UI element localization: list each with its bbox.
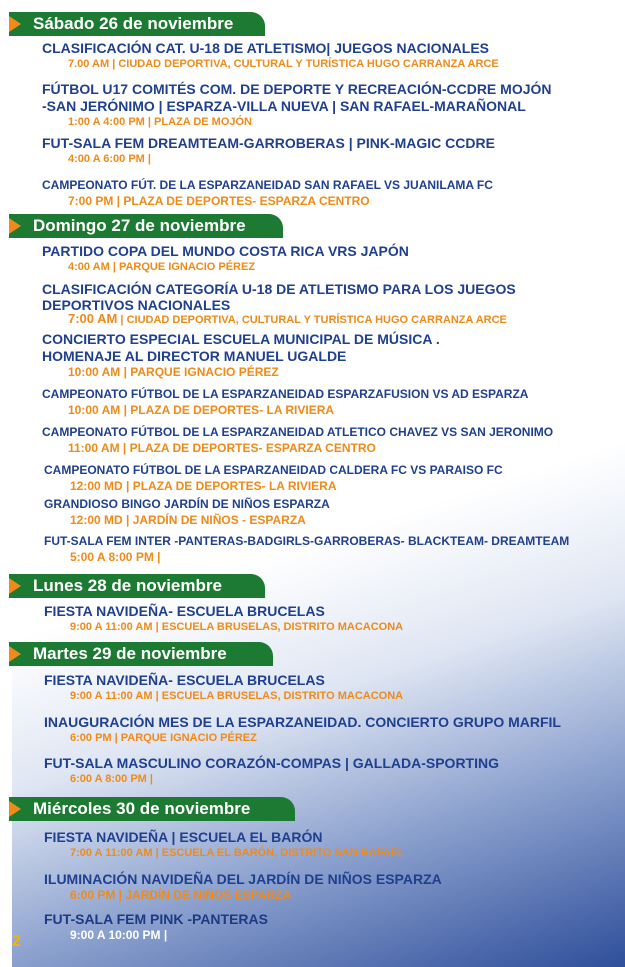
day-label: Lunes 28 de noviembre bbox=[33, 576, 222, 595]
event-title: FIESTA NAVIDEÑA | ESCUELA EL BARÓN bbox=[44, 829, 323, 845]
event-item bbox=[42, 40, 499, 71]
event-time-place: 6:00 PM | JARDÍN DE NIÑOS ESPARZA bbox=[70, 888, 292, 902]
left-margin bbox=[0, 0, 12, 967]
event-time-place: 4:00 A 6:00 PM | bbox=[68, 153, 151, 165]
arrow-icon bbox=[9, 16, 21, 32]
event-item bbox=[42, 281, 516, 327]
event-time-place: 9:00 A 11:00 AM | ESCUELA BRUSELAS, DISTRITO MACACONA bbox=[70, 690, 404, 702]
event-item bbox=[42, 81, 552, 129]
event-item bbox=[42, 177, 493, 208]
event-item bbox=[42, 386, 528, 417]
event-title: INAUGURACIÓN MES DE LA ESPARZANEIDAD. CONCIERTO GRUPO MARFIL bbox=[44, 714, 561, 730]
day-header-saturday bbox=[9, 12, 265, 36]
event-time-place: 6:00 A 8:00 PM | bbox=[70, 773, 153, 785]
event-title: CAMPEONATO FÚTBOL DE LA ESPARZANEIDAD ESPARZAFUSION VS AD ESPARZA bbox=[42, 387, 529, 401]
day-header-monday bbox=[9, 574, 265, 598]
event-title: DEPORTIVOS NACIONALES bbox=[42, 297, 231, 313]
arrow-icon bbox=[9, 578, 21, 594]
event-time-place: 9:00 A 10:00 PM | bbox=[70, 928, 168, 942]
event-time-place: 10:00 AM | PARQUE IGNACIO PÉREZ bbox=[68, 365, 279, 379]
event-title: FUT-SALA FEM PINK -PANTERAS bbox=[44, 911, 268, 927]
page-number: 2 bbox=[12, 933, 21, 950]
event-title: CLASIFICACIÓN CATEGORÍA U-18 DE ATLETISMO PARA LOS JUEGOS bbox=[42, 281, 516, 297]
day-label: Martes 29 de noviembre bbox=[33, 644, 227, 663]
event-time-place: 7.00 AM | CIUDAD DEPORTIVA, CULTURAL Y TURÍSTICA HUGO CARRANZA ARCE bbox=[68, 58, 499, 70]
event-title: ILUMINACIÓN NAVIDEÑA DEL JARDÍN DE NIÑOS ESPARZA bbox=[44, 871, 442, 887]
event-title: CLASIFICACIÓN CAT. U-18 DE ATLETISMO| JUEGOS NACIONALES bbox=[42, 40, 490, 56]
event-title: FUT-SALA MASCULINO CORAZÓN-COMPAS | GALLADA-SPORTING bbox=[44, 755, 499, 771]
event-item bbox=[44, 533, 569, 564]
arrow-icon bbox=[9, 218, 21, 234]
event-time-place: 6:00 PM | PARQUE IGNACIO PÉREZ bbox=[70, 732, 257, 744]
event-time-place: 9:00 A 11:00 AM | ESCUELA BRUSELAS, DISTRITO MACACONA bbox=[70, 621, 404, 633]
event-time-place: 7:00 A 11:00 AM | ESCUELA EL BARÓN, DISTRITO SAN RAFAEL bbox=[70, 847, 405, 859]
event-title: CAMPEONATO FÚT. DE LA ESPARZANEIDAD SAN RAFAEL VS JUANILAMA FC bbox=[42, 178, 493, 192]
event-time-place: 1:00 A 4:00 PM | PLAZA DE MOJÓN bbox=[68, 116, 253, 128]
event-title: GRANDIOSO BINGO JARDÍN DE NIÑOS ESPARZA bbox=[44, 497, 330, 511]
day-label: Domingo 27 de noviembre bbox=[33, 216, 246, 235]
event-item bbox=[44, 672, 403, 703]
day-header-tuesday bbox=[9, 642, 273, 666]
event-title: FUT-SALA FEM INTER -PANTERAS-BADGIRLS-GARROBERAS- BLACKTEAM- DREAMTEAM bbox=[44, 534, 570, 548]
event-item bbox=[44, 911, 268, 942]
event-time-place: 5:00 A 8:00 PM | bbox=[70, 550, 161, 564]
event-title: FIESTA NAVIDEÑA- ESCUELA BRUCELAS bbox=[44, 603, 325, 619]
arrow-icon bbox=[9, 646, 21, 662]
day-label: Sábado 26 de noviembre bbox=[33, 14, 234, 33]
arrow-icon bbox=[9, 801, 21, 817]
event-item bbox=[42, 243, 409, 274]
event-title: HOMENAJE AL DIRECTOR MANUEL UGALDE bbox=[42, 348, 347, 364]
event-time-place: 10:00 AM | PLAZA DE DEPORTES- LA RIVIERA bbox=[68, 403, 335, 417]
event-item bbox=[42, 135, 495, 166]
event-time: 7:00 AM bbox=[68, 311, 118, 326]
event-time-place: 12:00 MD | PLAZA DE DEPORTES- LA RIVIERA bbox=[70, 479, 337, 493]
event-title: -SAN JERÓNIMO | ESPARZA-VILLA NUEVA | SAN RAFAEL-MARAÑONAL bbox=[42, 98, 526, 114]
day-header-wednesday bbox=[9, 797, 295, 821]
day-label: Miércoles 30 de noviembre bbox=[33, 799, 251, 818]
event-item bbox=[44, 714, 561, 745]
event-time-place: 12:00 MD | JARDÍN DE NIÑOS - ESPARZA bbox=[70, 513, 306, 527]
event-item bbox=[44, 496, 330, 527]
event-time-place bbox=[42, 312, 516, 327]
event-item bbox=[44, 462, 503, 493]
event-title: CAMPEONATO FÚTBOL DE LA ESPARZANEIDAD ATLETICO CHAVEZ VS SAN JERONIMO bbox=[42, 425, 554, 439]
event-item bbox=[44, 829, 405, 860]
day-header-sunday bbox=[9, 214, 283, 238]
event-item bbox=[42, 331, 440, 379]
event-item bbox=[44, 871, 442, 902]
event-time-place: 4:00 AM | PARQUE IGNACIO PÉREZ bbox=[68, 261, 256, 273]
event-item bbox=[42, 424, 553, 455]
event-title: FUT-SALA FEM DREAMTEAM-GARROBERAS | PINK-MAGIC CCDRE bbox=[42, 135, 495, 151]
event-title: CAMPEONATO FÚTBOL DE LA ESPARZANEIDAD CALDERA FC VS PARAISO FC bbox=[44, 463, 503, 477]
event-time-place: 7:00 PM | PLAZA DE DEPORTES- ESPARZA CENTRO bbox=[68, 194, 370, 208]
event-item bbox=[44, 603, 403, 634]
event-time-place: 11:00 AM | PLAZA DE DEPORTES- ESPARZA CENTRO bbox=[68, 441, 376, 455]
event-title: PARTIDO COPA DEL MUNDO COSTA RICA VRS JAPÓN bbox=[42, 243, 409, 259]
event-title: CONCIERTO ESPECIAL ESCUELA MUNICIPAL DE MÚSICA . bbox=[42, 331, 440, 347]
event-title: FIESTA NAVIDEÑA- ESCUELA BRUCELAS bbox=[44, 672, 325, 688]
event-item bbox=[44, 755, 499, 786]
event-title: FÚTBOL U17 COMITÉS COM. DE DEPORTE Y RECREACIÓN-CCDRE MOJÓN bbox=[42, 81, 552, 97]
event-place: | CIUDAD DEPORTIVA, CULTURAL Y TURÍSTICA HUGO CARRANZA ARCE bbox=[117, 314, 507, 326]
